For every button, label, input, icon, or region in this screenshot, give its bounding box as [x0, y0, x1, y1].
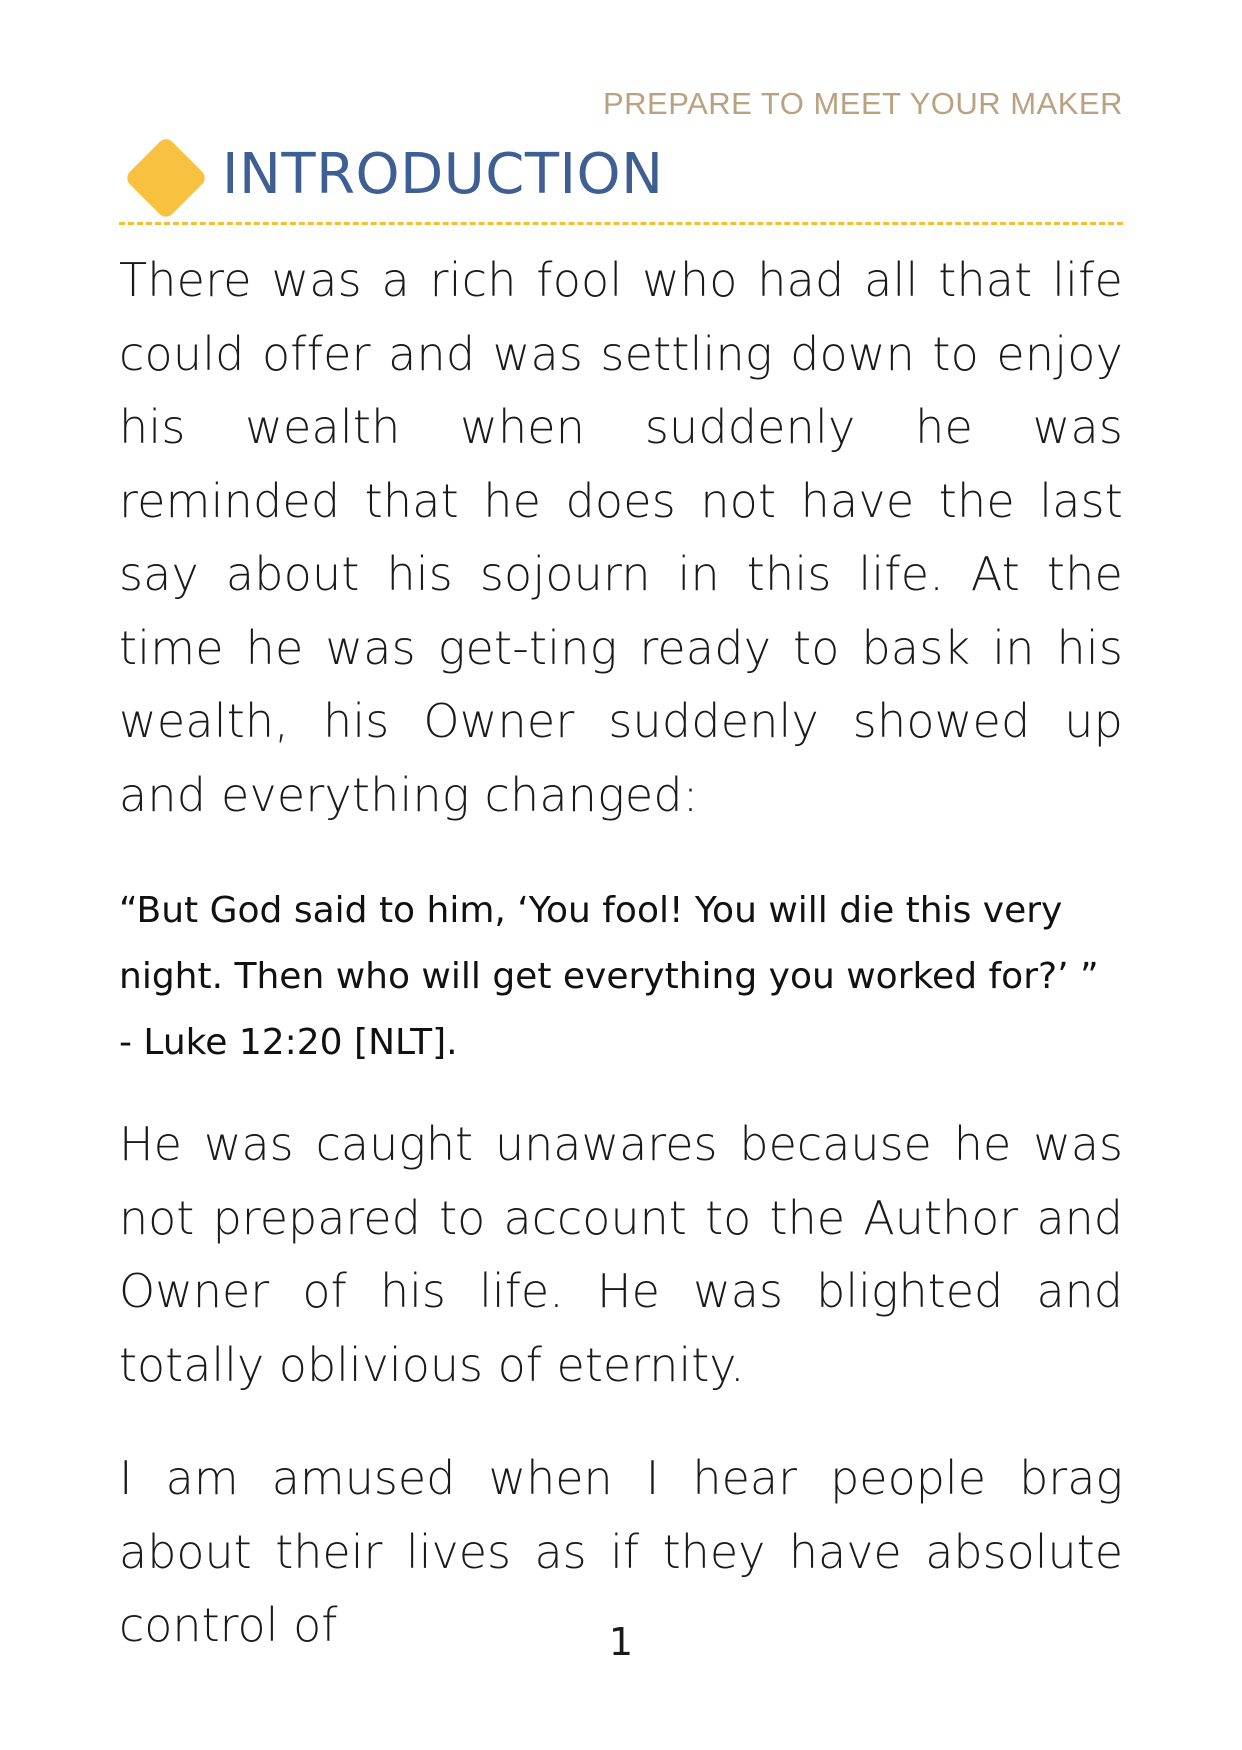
chapter-heading	[119, 136, 1123, 226]
chapter-title: INTRODUCTION	[222, 142, 664, 207]
heading-divider	[119, 222, 1123, 225]
page-number: 1	[608, 1620, 634, 1664]
body-paragraph-3: I am amused when I hear people brag about their lives as if they have absolute control of	[119, 1451, 1123, 1652]
diamond-icon	[124, 136, 209, 221]
body-paragraph-2: He was caught unawares because he was not prepared to account to the Author and Owner of his life. He was blighted and totally oblivious of eternity.	[119, 1117, 1123, 1392]
scripture-quote: “But God said to him, ‘You fool! You will die this very night. Then who will get everything you worked for?’ ” - Luke 12:20 [NLT].	[119, 890, 1099, 1063]
running-header: PREPARE TO MEET YOUR MAKER	[602, 86, 1123, 121]
body-paragraph-1: There was a rich fool who had all that life could offer and was settling down to enjoy his wealth when suddenly he was reminded that he does not have the last say about his sojourn in this life. At the time he was get-ting ready to bask in his wealth, his Owner suddenly showed up and everything changed:	[119, 253, 1123, 822]
